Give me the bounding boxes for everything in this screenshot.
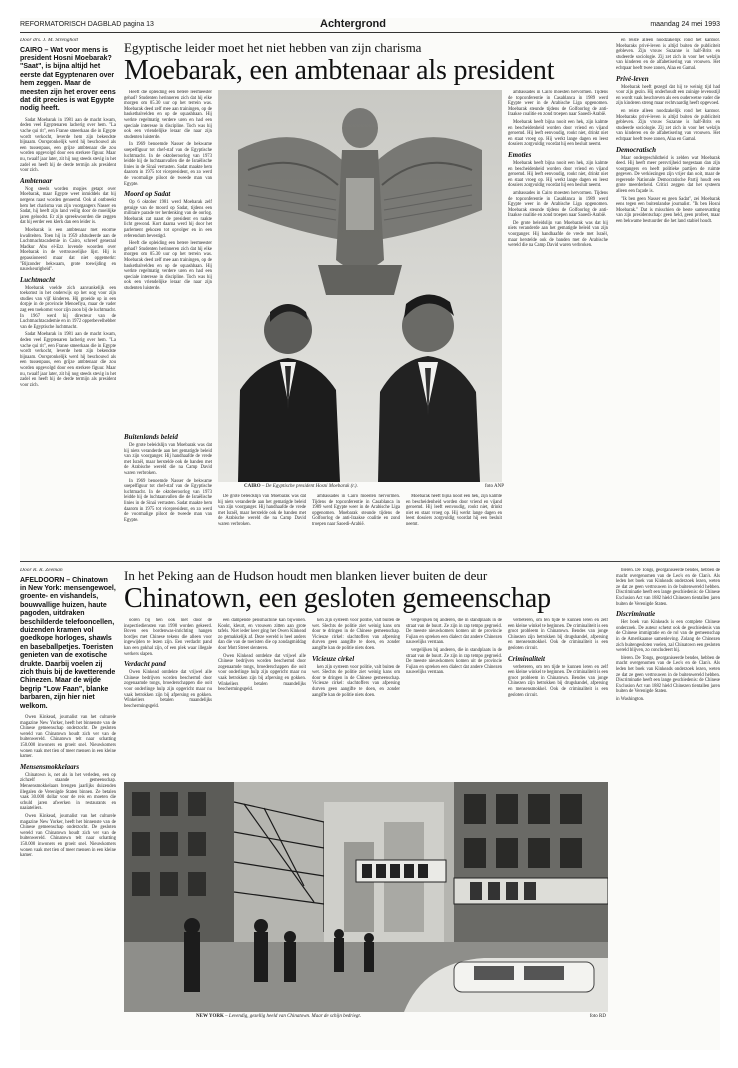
article2-photo-caption	[196, 1014, 556, 1020]
article2-paragraph: een dampende pensmachine kan bijwonen. Kookt, kleurt, en vrouwen zitten aan grote tafels. Niet ieder keer ging het Owen Kinkead zo gemakkelijk af. Deze wereld is heel anders dan die van de toeristen die op zondagmiddag door Mott Street slenteren.	[218, 618, 306, 651]
article2-column-2	[124, 618, 212, 778]
article1-headline: Moebarak, een ambtenaar als president	[124, 55, 555, 86]
article1-column-5-bottom	[406, 494, 502, 556]
article1-photo	[218, 90, 502, 482]
subhead-vicieuze: Vicieuze cirkel	[312, 654, 355, 663]
article1-paragraph: Nog steeds worden mopjes getapt over Moebarak, maar Egypte weet inmiddels dat hij nergens raast worden genoemd. Ook al ontbreekt hem het charisma van zijn voorgangers Nasser en Sadat, hij heeft zijn land veilig door de moeilijke jaren geloodst. Er zijn spreekwoorden die zeggen dat hij eerder een klerk dan een leider is.	[20, 186, 116, 226]
article2-column-1	[20, 568, 116, 1050]
article1-photo-caption	[244, 484, 484, 490]
article1-kicker: Egyptische leider moet het niet hebben van zijn charisma	[124, 40, 422, 55]
subhead-priveleven: Privé-leven	[616, 74, 649, 83]
article1-paragraph: Moebarak heeft bijna nooit een hek, zijn kalmte en bescheidenheid worden door vriend en vijand geroemd. Hij leeft eenvoudig, rookt niet, drinkt niet en staat vroeg op. Hij werkt lange dagen en leest dossiers zorgvuldig voordat hij een besluit neemt.	[508, 160, 608, 189]
article1-column-3-bottom	[218, 494, 306, 556]
article2-paragraph: Owen Kinkead ontdekte dat vrijwel alle Chinese bedrijven worden beschermd door zogenaamde tongs, broederschappen die ooit voor onderlinge hulp zijn opgericht maar nu vaak betrokken zijn bij afpersing en gokken. Winkeliers betalen maandelijks beschermingsgeld.	[124, 670, 212, 709]
subhead-luchtmacht: Luchtmacht	[20, 275, 56, 284]
header-date: maandag 24 mei 1993	[650, 21, 720, 28]
article2-paragraph: Owen Kinkead, journalist van het culturele magazine New Yorker, heeft het binnenste van de Chinese gemeenschap onderzocht. De gesloten wereld van Chinatown houdt zich ver van de buitenwereld. Chinatown telt naar schatting 150.000 inwoners en groeit snel. Nieuwkomers wonen vaak met tien of meer mensen in een kleine kamer.	[20, 814, 116, 859]
eagle-emblem-photo	[218, 90, 502, 482]
article1-lead: CAIRO – Wat voor mens is president Hosni Moebarak? "Saat", is bijna altijd het eerste dat Egyptenaren over hem zeggen. Maar de meesten zijn het erover eens dat dit precies is wat Egypte nodig heeft.	[20, 46, 116, 113]
article2-lead: AFELDOORN – Chinatown in New York: mensengewoel, groente- en vishandels, bouwvallige huizen, haute pagoden, uitdraken beschilderde telefooncellen, duizenden kramen vol goedkope horloges, shawls en baseballpetjes. Toeristen genieten van de exotische drukte. Daarbij voelen zij zich thuis bij de kwetterende Chinezen. Maar de wijde begrip "Low Faan", blanke barbaren, zijn hier niet welkom.	[20, 576, 116, 710]
article2-paragraph: bleren. De Tongs, georganiseerde bendes, hebben de macht overgenomen van de Leo's en de Clan's. Als leden het boek van Kinkeads onderzoek lezen, weten ze dat ze geen vertrouwen in de buitenwereld hebben. Discriminatie heeft een lange geschiedenis: de Chinese Exclusion Act van 1882 hield Chinezen tientallen jaren buiten de Verenigde Staten.	[616, 655, 720, 695]
article2-paragraph: bleren. De Tongs, georganiseerde bendes, hebben de macht overgenomen van de Leo's en de Clan's. Als leden het boek van Kinkeads onderzoek lezen, weten ze dat ze geen vertrouwen in de buitenwereld hebben. Discriminatie heeft een lange geschiedenis: de Chinese Exclusion Act van 1882 hield Chinezen tientallen jaren buiten de Verenigde Staten.	[616, 568, 720, 607]
article2-headline: Chinatown, een gesloten gemeenschap	[124, 583, 551, 614]
caption-text: – De Egyptische president Hosni Moebarak (r.).	[260, 484, 358, 489]
article1-byline: Door drs. J. M. Strengholt	[20, 38, 79, 43]
article1-column-6	[508, 90, 608, 556]
article1-paragraph: Sadat Moebarak in 1981 aan de macht kwam, deden veel Egyptenaren lacherig over hem. "La vache qui rit", een Franse smeerkaas die in Egypte wordt verkocht, leverde hem zijn bekendste bijnaam. Oorspronkelijk werd hij beschouwd als een tussenpaus, een grijze ambtenaar die zou worden opgevolgd door een sterkere figuur. Maar nu, twaalf jaar later, zit hij nog steeds stevig in het zadel en heeft hij de derde termijn als president voor zich.	[20, 332, 116, 388]
article2-paragraph: ken zijn systeem voor politie, valt buiten de wet. Slechts de politie ziet weinig kans om door te dringen in de Chinese gemeenschap. Vicieuze cirkel: slachtoffers van afpersing durven geen aangifte te doen, en zonder aangifte kan de politie niets doen.	[312, 618, 400, 651]
subhead-mensensmokkelaars: Mensensmokkelaars	[20, 762, 80, 771]
article1-paragraph: Op 6 oktober 1981 werd Moebarak zelf getuige van de moord op Sadat, tijdens een militaire parade ter herdenking van de oorlog. Moebarak zat naast de president en raakte licht gewond. Kort daarna werd hij door het parlement gekozen tot opvolger en in een referendum bevestigd.	[124, 200, 212, 239]
header-section: Achtergrond	[320, 18, 386, 30]
article1-paragraph: De grote beleidslijn van Moebarak was dat hij niets veranderde aan het gematigde beleid van zijn voorganger. Hij handhaafde de vrede met Israël, maar herstelde ook de banden met de Arabische wereld die na Camp David waren verbroken.	[508, 220, 608, 249]
subhead-emoties: Emoties	[508, 150, 532, 159]
article2-photo-credit: foto RD	[589, 1014, 606, 1019]
article1-paragraph: en reiste alleen noodzakelijk rond het kantoor. Moebaraks privé-leven is altijd buiten de publiciteit gebleven. Zijn vrouw Suzanne is half-Brits en studeerde sociologie. Zij zet zich in voor het welzijn van kinderen en de alfabetisering van vrouwen. Het echtpaar heeft twee zonen, Alaa en Gamal.	[616, 108, 720, 142]
article1-paragraph: ambassades in Cairo moesten hervormen. Tijdens de topconferentie in Casablanca in 1989 werd Egypte weer in de Arabische Liga opgenomen. Moebarak steunde tijdens de Golfoorlog de anti-Iraakse coalitie en zond troepen naar Saoedi-Arabië.	[508, 190, 608, 219]
article1-paragraph: Maar ondergeschiktheid is zelden wat Moebarak deed. Hij heeft meer persvrijheid toegestaan dan zijn voorgangers en heeft politieke partijen de ruimte gegeven. De verkiezingen zijn vrijer dan ooit, maar de regerende Nationale Democratische Partij houdt een grote meerderheid. Critici zeggen dat het systeem alleen een façade is.	[616, 155, 720, 195]
article2-photo	[124, 782, 608, 1012]
article1-paragraph: Moebarak is een ambtenaar met enorme kwaliteiten. Toen hij in 1959 afstudeerde aan de Luchtmachtacademie in Cairo, schreef generaal Madkur Abu el-Ezz lovende woorden over Moebarak in de vertrouwelijke lijst. Hij is gepassioneerd maar dat niet opgemerkt: "Bijzonder bekwaam, grote toewijding en nauwkeurigheid".	[20, 227, 116, 273]
article1-paragraph: Moebarak voelde zich aanvankelijk een toekomst in het onderwijs op het oog voor zijn studies van vijf kinderen. Hij groeide op in een dorpje in de provincie Menoefiya, maar de vader zag een toekomst voor zijn zoon bij de luchtmacht. In 1967 werd hij directeur van de Luchtmachtacademie en in 1972 opperbevelhebber van de Egyptische luchtmacht.	[20, 285, 116, 330]
article1-paragraph: Sadat Moebarak in 1981 aan de macht kwam, deden veel Egyptenaren lacherig over hem. "La vache qui rit", een Franse smeerkaas die in Egypte wordt verkocht, leverde hem zijn bekendste bijnaam. Oorspronkelijk werd hij beschouwd als een tussenpaus, een grijze ambtenaar die zou worden opgevolgd door een sterkere figuur. Maar nu, twaalf jaar later, zit hij nog steeds stevig in het zadel en heeft hij de derde termijn als president voor zich.	[20, 117, 116, 174]
article1-column-2-bottom	[124, 430, 212, 556]
article-divider	[20, 561, 720, 562]
article2-paragraph: Chinatown is, net als in het verleden, een op zichzelf staande gemeenschap. Mensensmokkelaars brengen jaarlijks duizenden illegalen de Verenigde Staten binnen. Ze betalen vaak 30.000 dollar voor de reis en moeten die schuld jaren afwerken in restaurants en naaiateliers.	[20, 772, 116, 812]
article1-column-2	[124, 90, 212, 428]
caption-text: – Levendig, gezellig heeld van Chinatown. Maar de schijn bedriegt.	[223, 1014, 361, 1019]
newspaper-page	[20, 18, 720, 1050]
article1-paragraph: ambassades in Cairo moesten hervormen. Tijdens de topconferentie in Casablanca in 1989 werd Egypte weer in de Arabische Liga opgenomen. Moebarak steunde tijdens de Golfoorlog de anti-Iraakse coalitie en zond troepen naar Saoedi-Arabië.	[312, 494, 400, 527]
article1-column-1	[20, 38, 116, 556]
article2-paragraph: Het boek van Kinkeads is een complete Chinese onderzoek. De auteur schetst ook de geschiedenis van de Chinese immigratie en de rol van de gemeenschap in de Amerikaanse samenleving. Zolang de Chinezen zich buitengesloten voelen, zal Chinatown een gesloten wereld blijven, zo concludeert hij.	[616, 620, 720, 654]
article1-column-4-bottom	[312, 494, 400, 556]
article1-paragraph: Moebarak heeft bijna nooit een hek, zijn kalmte en bescheidenheid worden door vriend en vijand geroemd. Hij leeft eenvoudig, rookt niet, drinkt niet en staat vroeg op. Hij werkt lange dagen en leest dossiers zorgvuldig voordat hij een besluit neemt.	[508, 119, 608, 148]
article2-paragraph: verbeteren, om ten tijde te kunnen leren en zelf een kleine winkel te beginnen. De criminaliteit is een groot probleem in Chinatown. Bendes van jonge Chinezen zijn betrokken bij drugshandel, afpersing en mensensmokkel. Ook de criminaliteit is een gesloten circuit.	[508, 618, 608, 651]
article1-paragraph: "Ik ben geen Nasser en geen Sadat", zei Moebarak eens tegen een buitenlandse journalist. "Ik ben Hosni Moebarak." Dat is misschien de beste samenvatting van zijn presidentschap: geen held, geen profeet, maar een bekwame bestuurder die het land stabiel houdt.	[616, 196, 720, 225]
chinatown-street-photo	[124, 782, 608, 1012]
article2-paragraph: verbeteren, om ten tijde te kunnen leren en zelf een kleine winkel te beginnen. De criminaliteit is een groot probleem in Chinatown. Bendes van jonge Chinezen zijn betrokken bij drugshandel, afpersing en mensensmokkel. Ook de criminaliteit is een gesloten circuit.	[508, 664, 608, 698]
article2-paragraph: vergelijken bij anderen, die in standplaats in de straat van de buurt. Ze zijn in rap tempo gegroeid. De meeste nieuwkomers komen uit de provincie Fujian en spreken een dialect dat andere Chinezen nauwelijks verstaan.	[406, 647, 502, 676]
article1-paragraph: en reiste alleen noodzakelijk rond het kantoor. Moebaraks privé-leven is altijd buiten de publiciteit gebleven. Zijn vrouw Suzanne is half-Brits en studeerde sociologie. Zij zet zich in voor het welzijn van kinderen en de alfabetisering van vrouwen. Het echtpaar heeft twee zonen, Alaa en Gamal.	[616, 38, 720, 71]
subhead-discriminatie: Discriminatie	[616, 610, 656, 619]
article2-paragraph: Owen Kinkead ontdekte dat vrijwel alle Chinese bedrijven worden beschermd door zogenaamde tongs, broederschappen die ooit voor onderlinge hulp zijn opgericht maar nu vaak betrokken zijn bij afpersing en gokken. Winkeliers betalen maandelijks beschermingsgeld.	[218, 653, 306, 693]
article2-closing: in Washington.	[616, 696, 645, 702]
subhead-buitenlands: Buitenlands beleid	[124, 433, 178, 441]
subhead-criminaliteit: Criminaliteit	[508, 654, 545, 663]
caption-city: CAIRO	[244, 484, 261, 489]
article1-paragraph: Moebarak heeft gezegd dat hij te weinig tijd had voor zijn gezin. Hij onderhoudt een zuinige levensstijl en wordt vaak beschreven als een ouderwetse vader die zijn kinderen streng maar rechtvaardig heeft opgevoed.	[616, 84, 720, 107]
article1-photo-credit: foto ANP	[484, 484, 504, 489]
page-header	[20, 18, 720, 33]
subhead-ambtenaar: Ambtenaar	[20, 176, 53, 185]
article2-column-7	[616, 568, 720, 1050]
subhead-democratisch: Democratisch	[616, 145, 657, 154]
article1-paragraph: In 1969 benoemde Nasser de bekwame soepelfiguur tot chef-staf van de Egyptische luchtmacht. In de oktoberoorlog van 1973 leidde hij de luchtaanvallen die de Israëlische linies in de Sinaï verrasten. Sadat maakte hem daarom in 1975 tot vicepresident, en zo werd de voormalige piloot de tweede man van Egypte.	[124, 142, 212, 187]
article2-paragraph: ken zijn systeem voor politie, valt buiten de wet. Slechts de politie ziet weinig kans om door te dringen in de Chinese gemeenschap. Vicieuze cirkel: slachtoffers van afpersing durven geen aangifte te doen, en zonder aangifte kan de politie niets doen.	[312, 664, 400, 698]
subhead-verdacht: Verdacht pand	[124, 660, 166, 669]
article2-column-3	[218, 618, 306, 778]
article1-paragraph: Moebarak heeft bijna nooit een hek, zijn kalmte en bescheidenheid worden door vriend en vijand geroemd. Hij leeft eenvoudig, rookt niet, drinkt niet en staat vroeg op. Hij werkt lange dagen en leest dossiers zorgvuldig voordat hij een besluit neemt.	[406, 494, 502, 527]
subhead-moord: Moord op Sadat	[124, 190, 171, 199]
article1-paragraph: Heeft die opleiding een betere leermeester gehad? Studenten herinneren zich dat hij elke morgen om 05.30 uur op het terrein was. Moebarak deed zelf mee aan trainingen, op de basketbalvelden en op de squashbaan. Hij werkte regelmatig verdere uren en had een speciale interesse in discipline. Toch was hij ook een vriendelijke leraar die naar zijn studenten luisterde.	[124, 90, 212, 140]
article1-paragraph: Heeft die opleiding een betere leermeester gehad? Studenten herinneren zich dat hij elke morgen om 05.30 uur op het terrein was. Moebarak deed zelf mee aan trainingen, op de basketbalvelden en op de squashbaan. Hij werkte regelmatig verdere uren en had een speciale interesse in discipline. Toch was hij ook een vriendelijke leraar die naar zijn studenten luisterde.	[124, 241, 212, 291]
article2-column-5	[406, 618, 502, 778]
article1-paragraph: De grote beleidslijn van Moebarak was dat hij niets veranderde aan het gematigde beleid van zijn voorganger. Hij handhaafde de vrede met Israël, maar herstelde ook de banden met de Arabische wereld die na Camp David waren verbroken.	[218, 494, 306, 527]
header-paper-name: REFORMATORISCH DAGBLAD pagina 13	[20, 21, 154, 28]
article1-paragraph: ambassades in Cairo moesten hervormen. Tijdens de topconferentie in Casablanca in 1989 werd Egypte weer in de Arabische Liga opgenomen. Moebarak steunde tijdens de Golfoorlog de anti-Iraakse coalitie en zond troepen naar Saoedi-Arabië.	[508, 90, 608, 118]
article2-byline: Door R. R. Zeeman	[20, 568, 63, 573]
article2-paragraph: ooren bij hen ook niet door de inspectiediensten van 1990 worden gekeerd. Boven een bordenwas-inrichting hangen bordjes met Chinese tekens die alleen voor ingewijden te lezen zijn. Een verdacht pand kan een gokhal zijn, of een plek waar illegale werkers slapen.	[124, 618, 212, 657]
article2-column-6	[508, 618, 608, 778]
article2-kicker: In het Peking aan de Hudson houdt men blanken liever buiten de deur	[124, 568, 488, 583]
article1-paragraph: In 1969 benoemde Nasser de bekwame soepelfiguur tot chef-staf van de Egyptische luchtmacht. In de oktoberoorlog van 1973 leidde hij de luchtaanvallen die de Israëlische linies in de Sinaï verrasten. Sadat maakte hem daarom in 1975 tot vicepresident, en zo werd de voormalige piloot de tweede man van Egypte.	[124, 478, 212, 523]
article1-paragraph: De grote beleidslijn van Moebarak was dat hij niets veranderde aan het gematigde beleid van zijn voorganger. Hij handhaafde de vrede met Israël, maar herstelde ook de banden met de Arabische wereld die na Camp David waren verbroken.	[124, 443, 212, 476]
article2-paragraph: vergelijken bij anderen, die in standplaats in de straat van de buurt. Ze zijn in rap tempo gegroeid. De meeste nieuwkomers komen uit de provincie Fujian en spreken een dialect dat andere Chinezen nauwelijks verstaan.	[406, 618, 502, 646]
article1-column-7	[616, 38, 720, 556]
article2-paragraph: Owen Kinkead, journalist van het culturele magazine New Yorker, heeft het binnenste van de Chinese gemeenschap onderzocht. De gesloten wereld van Chinatown houdt zich ver van de buitenwereld. Chinatown telt naar schatting 150.000 inwoners en groeit snel. Nieuwkomers wonen vaak met tien of meer mensen in een kleine kamer.	[20, 715, 116, 760]
article2-column-4	[312, 618, 400, 778]
caption-city: NEW YORK	[196, 1014, 224, 1019]
